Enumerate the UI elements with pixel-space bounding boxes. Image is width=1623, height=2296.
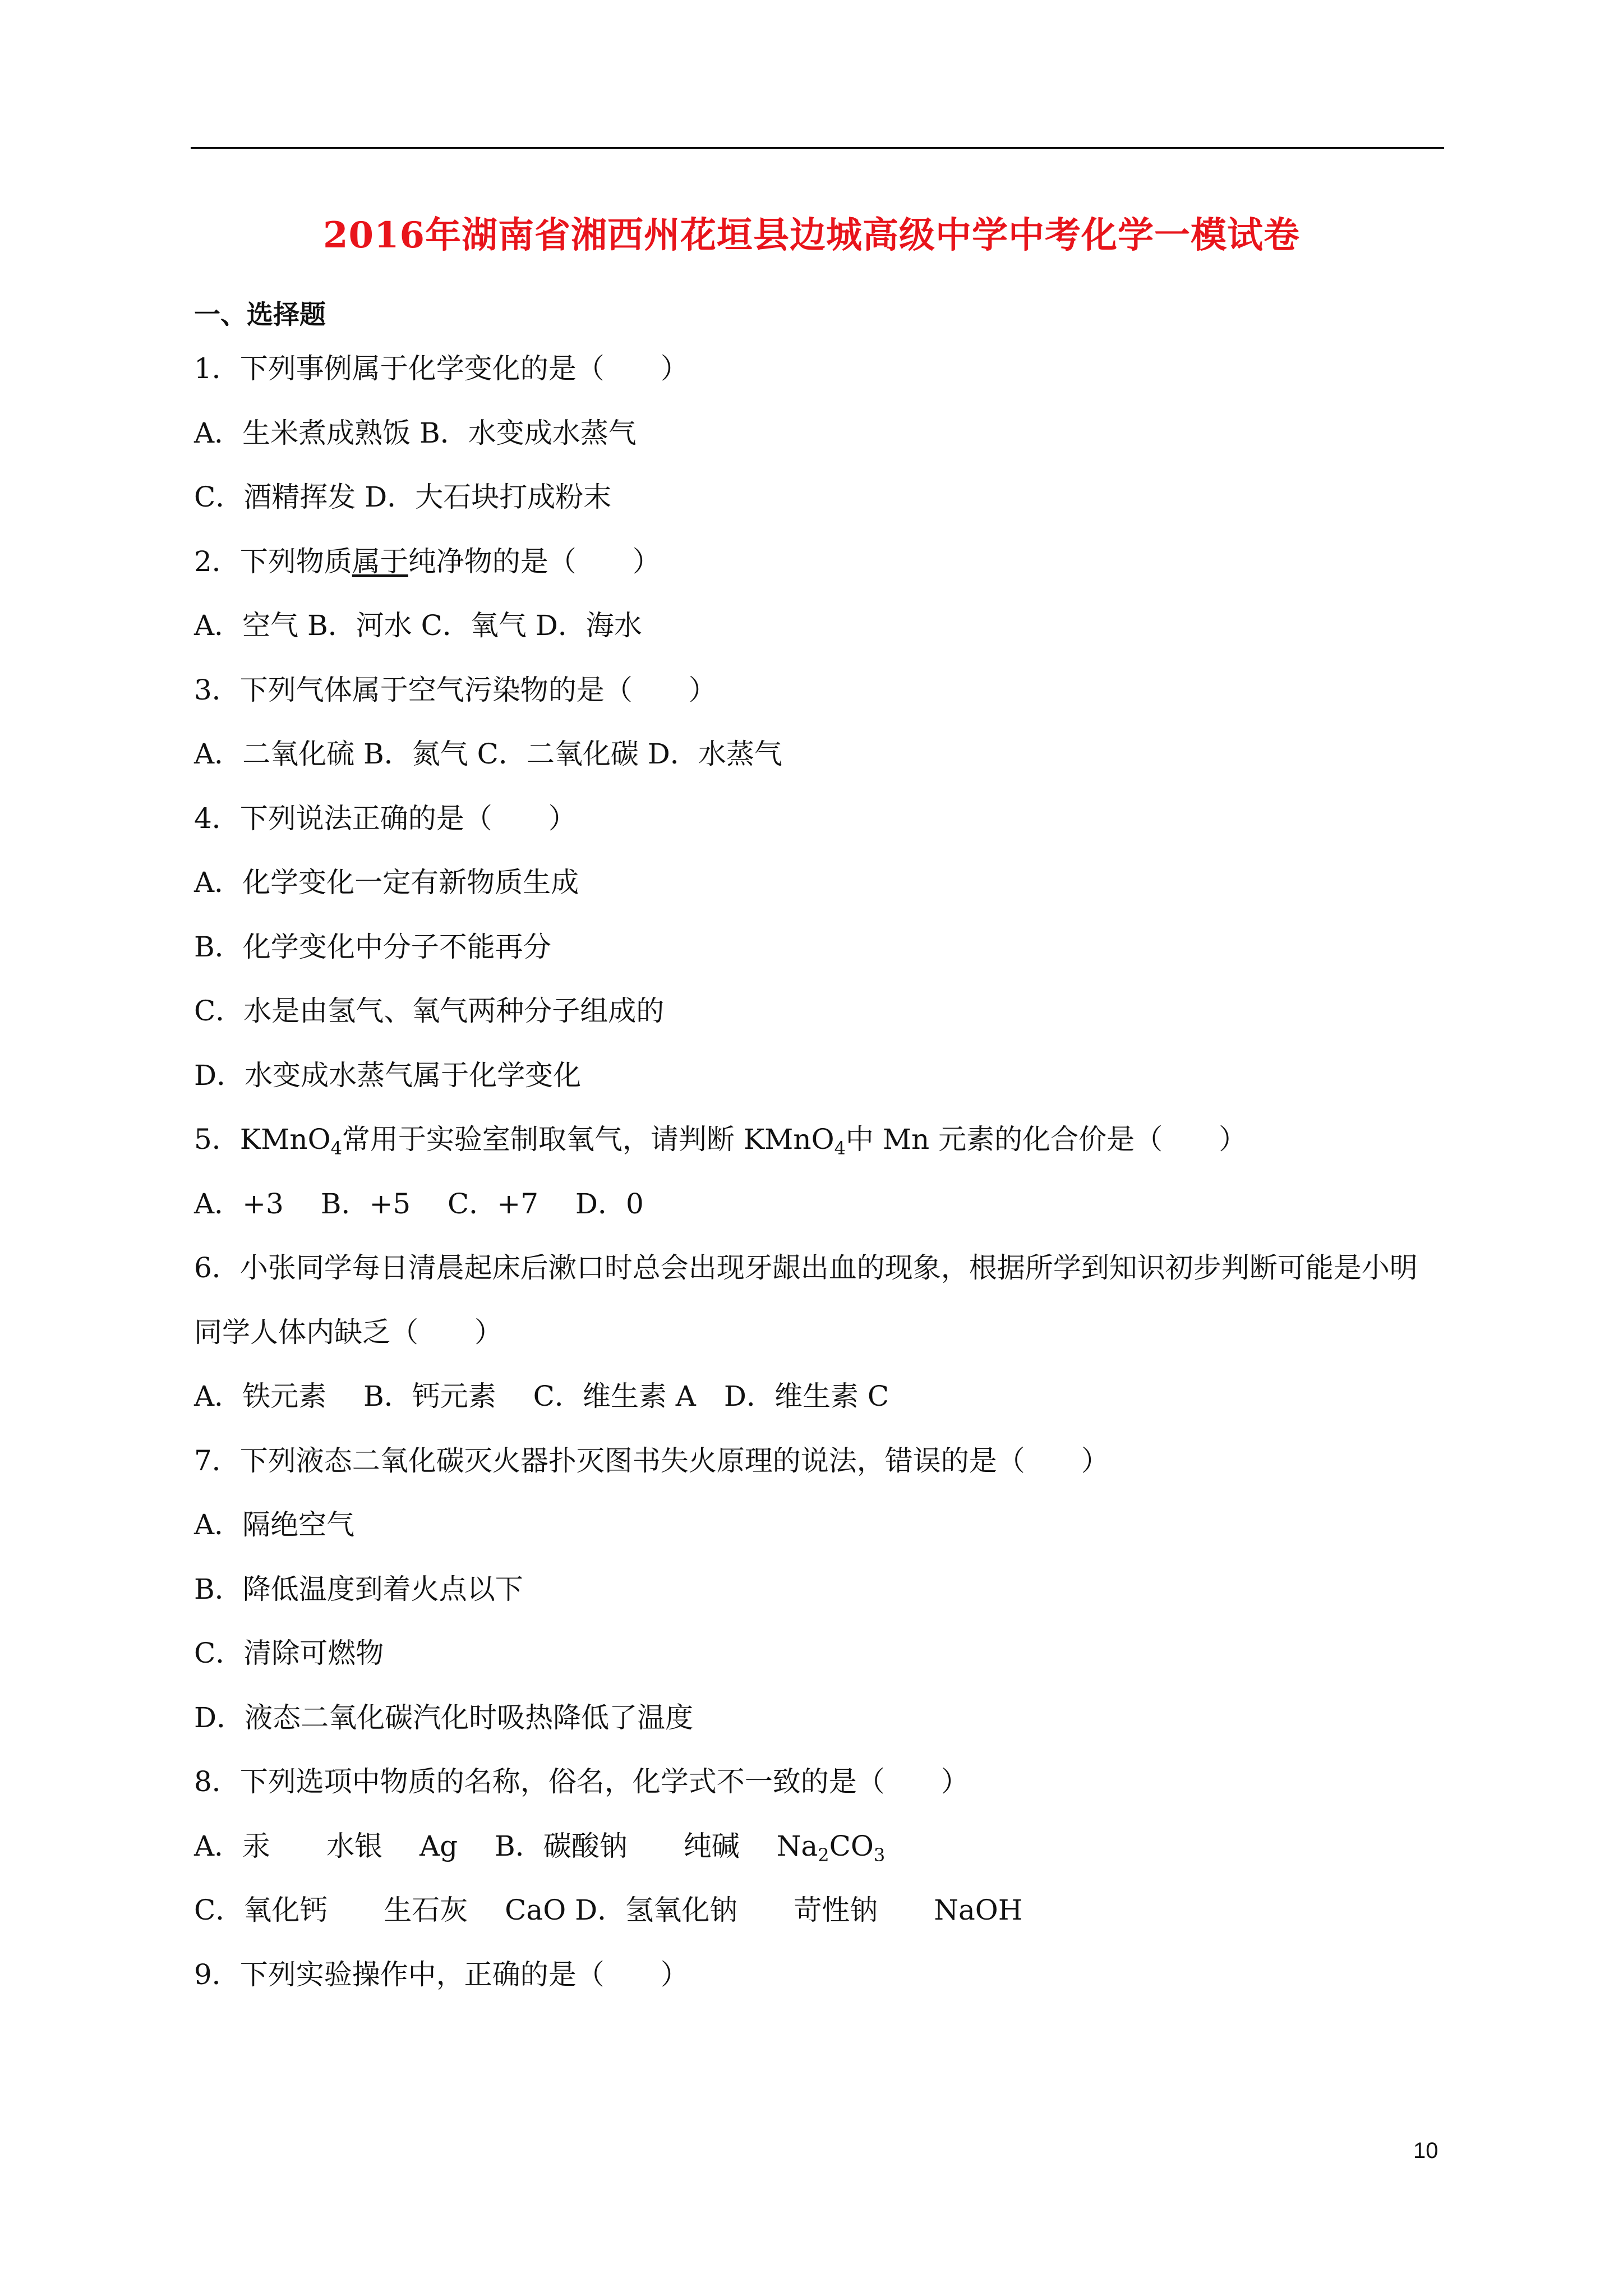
question-6-options: A．铁元素 B．钙元素 C．维生素 A D．维生素 C [194,1380,889,1412]
question-5-text-2: 常用于实验室制取氧气，请判断 KMnO [342,1123,834,1156]
question-2-text-start: 2．下列物质 [194,545,352,578]
question-5-text-3: 中 Mn 元素的化合价是（ ） [845,1123,1247,1156]
question-2-options: A．空气 B．河水 C．氧气 D．海水 [194,609,642,642]
question-5-subscript-2: 4 [834,1138,846,1159]
question-7-option-c: C．清除可燃物 [194,1637,384,1669]
question-3-options: A．二氧化硫 B．氮气 C．二氧化碳 D．水蒸气 [194,738,782,770]
question-1-options-cd: C．酒精挥发 D．大石块打成粉末 [194,481,612,513]
question-8-ab-subscript-1: 2 [818,1844,829,1866]
question-7-option-b: B．降低温度到着火点以下 [194,1572,523,1605]
question-8-ab-text-2: CO [829,1829,874,1862]
question-6-line-1: 6．小张同学每日清晨起床后漱口时总会出现牙龈出血的现象，根据所学到知识初步判断可能是小明 [194,1251,1418,1284]
exam-title: 2016年湖南省湘西州花垣县边城高级中学中考化学一模试卷 [322,214,1301,256]
question-4-option-a: A．化学变化一定有新物质生成 [194,866,579,899]
question-7-option-a: A．隔绝空气 [194,1508,355,1541]
question-6-line-2: 同学人体内缺乏（ ） [194,1315,502,1349]
question-7: 7．下列液态二氧化碳灭火器扑灭图书失火原理的说法，错误的是（ ） [194,1444,1109,1477]
page-number: 10 [1413,2138,1438,2163]
question-4-option-d: D．水变成水蒸气属于化学变化 [194,1059,582,1092]
question-5-text-1: 5．KMnO [194,1123,331,1156]
question-8-options-ab [194,1814,1445,1879]
question-9: 9．下列实验操作中，正确的是（ ） [194,1958,689,1991]
question-1: 1．下列事例属于化学变化的是（ ） [194,352,689,385]
question-8-options-cd: C．氧化钙 生石灰 CaO D．氢氧化钠 苛性钠 NaOH [194,1894,1023,1926]
question-8-ab-text-1: A．汞 水银 Ag B．碳酸钠 纯碱 Na [194,1829,818,1862]
question-8-ab-subscript-2: 3 [873,1844,886,1866]
question-5 [194,1107,1445,1172]
question-2-underlined-text: 属于 [352,545,408,578]
question-list [194,337,1445,2007]
question-5-subscript-1: 4 [330,1138,342,1159]
question-1-options-ab: A．生米煮成熟饭 B．水变成水蒸气 [194,416,637,449]
question-8: 8．下列选项中物质的名称，俗名，化学式不一致的是（ ） [194,1765,969,1798]
question-4-option-c: C．水是由氢气、氧气两种分子组成的 [194,995,665,1027]
question-3: 3．下列气体属于空气污染物的是（ ） [194,673,717,706]
question-2-text-end: 纯净物的是（ ） [408,545,661,578]
question-5-options: A．+3 B．+5 C．+7 D．0 [194,1187,644,1220]
question-2 [194,530,1445,594]
question-4: 4．下列说法正确的是（ ） [194,802,577,835]
section-heading: 一、选择题 [194,300,326,330]
question-4-option-b: B．化学变化中分子不能再分 [194,930,551,963]
header-rule [191,147,1444,149]
question-7-option-d: D．液态二氧化碳汽化时吸热降低了温度 [194,1701,694,1734]
